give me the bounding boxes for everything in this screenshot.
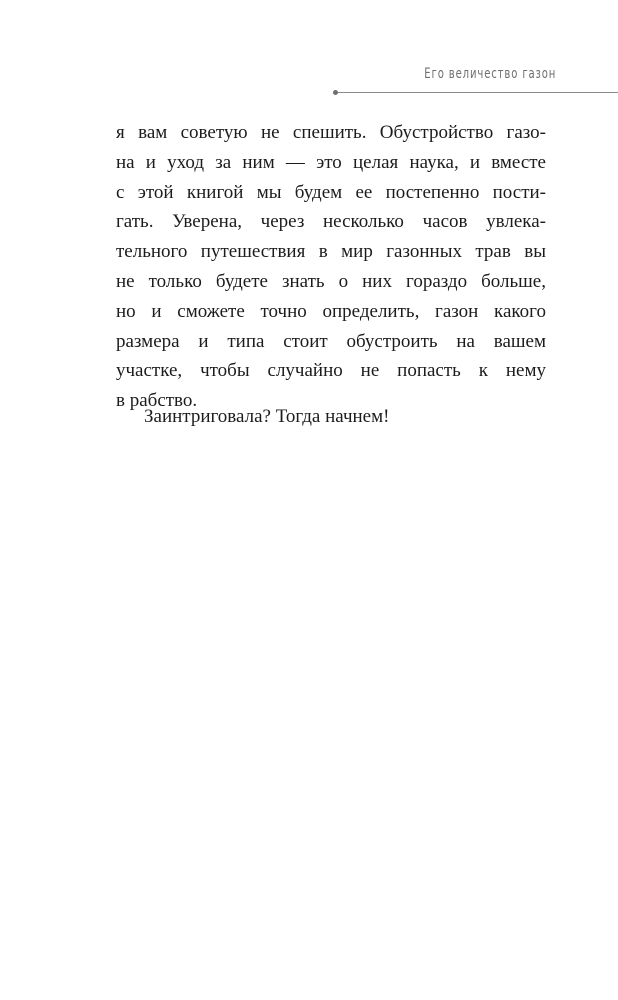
text-line: не только будете знать о них гораздо больше,	[116, 270, 546, 292]
text-line: тельного путешествия в мир газонных трав вы	[116, 241, 546, 263]
text-line: я вам советую не спешить. Обустройство газо-	[116, 122, 546, 143]
text-line: но и сможете точно определить, газон какого	[116, 300, 546, 322]
text-line: гать. Уверена, через несколько часов увлека-	[116, 211, 546, 233]
text-line: участке, чтобы случайно не попасть к нему	[116, 360, 546, 382]
header-rule-ornament	[333, 90, 338, 95]
text-line: размера и типа стоит обустроить на вашем	[116, 330, 546, 352]
body-text-paragraph-1	[116, 118, 546, 416]
text-line: с этой книгой мы будем ее постепенно пости-	[116, 181, 546, 203]
text-line: в рабство.	[116, 390, 198, 412]
header-rule	[336, 92, 618, 93]
text-line: на и уход за ним — это целая наука, и вместе	[116, 151, 546, 173]
running-head: Его величество газон	[424, 66, 556, 82]
body-text-paragraph-2: Заинтриговала? Тогда начнем!	[144, 406, 390, 427]
